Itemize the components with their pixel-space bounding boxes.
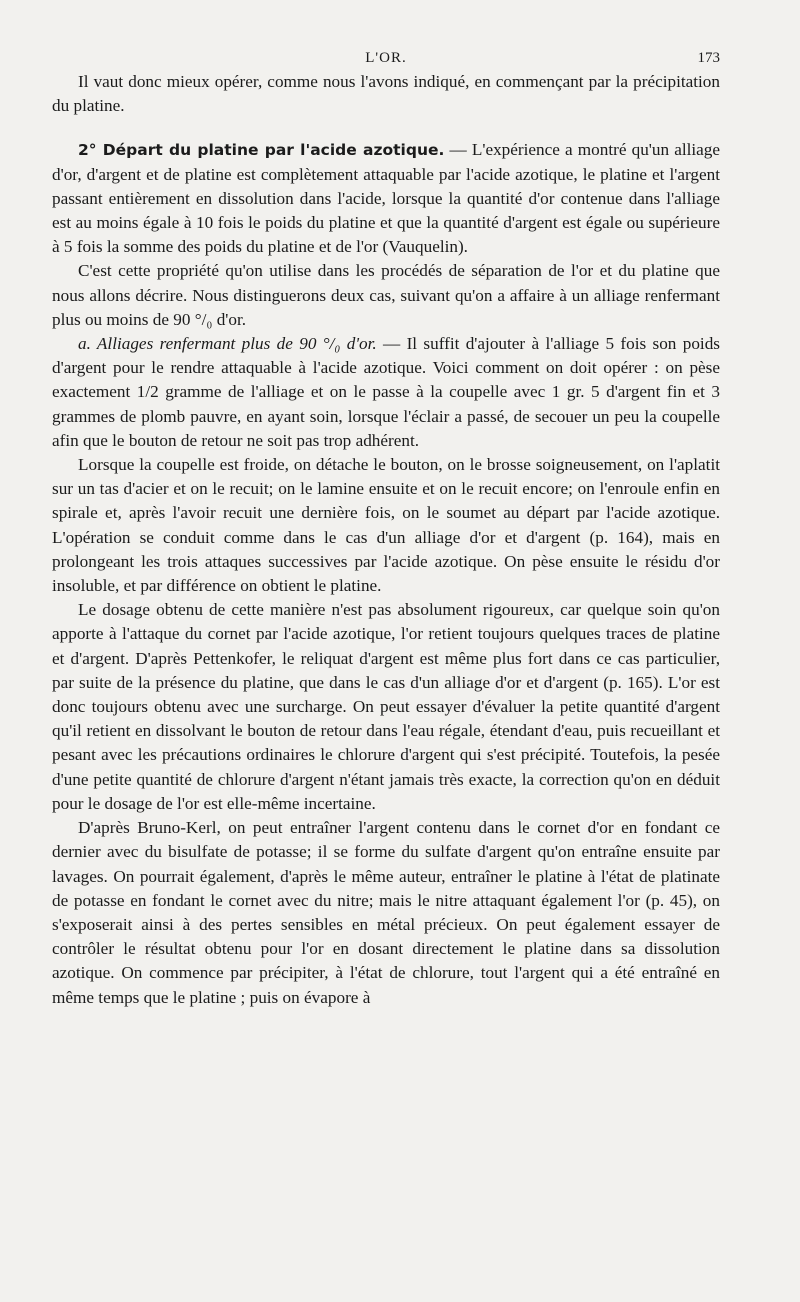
subsection-heading-alloys-over-90: a. Alliages renfermant plus de 90 °/₀ d'or. (78, 334, 377, 354)
paragraph-1: Il vaut donc mieux opérer, comme nous l'avons indiqué, en commençant par la précipitation du platine. (52, 72, 720, 116)
paragraph-4 (52, 332, 720, 453)
paragraph-2 (52, 138, 720, 259)
page-body (52, 70, 720, 1010)
paragraph-3: C'est cette propriété qu'on utilise dans les procédés de séparation de l'or et du platine que nous allons décrire. Nous distinguerons deux cas, suivant qu'on a affaire à un alliage renfermant plus ou moins de 90 °/₀ d'or. (52, 261, 720, 329)
paragraph-5: Lorsque la coupelle est froide, on détache le bouton, on le brosse soigneusement, on l'aplatit sur un tas d'acier et on le recuit; on le lamine ensuite et on le recuit encore; on l'enroule enfin en spirale et, après l'avoir recuit une dernière fois, on le soumet au départ par l'acide azotique. L'opération se conduit comme dans le cas d'un alliage d'or et d'argent (p. 164), mais en prolongeant les trois attaques successives par l'acide azotique. On pèse ensuite le résidu d'or insoluble, et par différence on obtient le platine. (52, 455, 720, 596)
page-number: 173 (697, 50, 720, 66)
paragraph-7: D'après Bruno-Kerl, on peut entraîner l'argent contenu dans le cornet d'or en fondant ce dernier avec du bisulfate de potasse; il se forme du sulfate d'argent qu'on entraîne ensuite par lavages. On pourrait également, d'après le même auteur, entraîner le platine à l'état de platinate de potasse en fondant le cornet avec du nitre; mais le nitre attaquant également l'or (p. 45), on s'exposerait ainsi à des pertes sensibles en métal précieux. On peut également essayer de contrôler le résultat obtenu pour l'or en dosant directement le platine dans sa dissolution azotique. On commence par précipiter, à l'état de chlorure, tout l'argent qui a été entraîné en même temps que le platine ; puis on évapore à (52, 818, 720, 1007)
page-header (52, 50, 720, 72)
paragraph-4-text: — Il suffit d'ajouter à l'alliage 5 fois son poids d'argent pour le rendre attaquable à l'acide azotique. Voici comment on doit opérer : on pèse exactement 1/2 gramme de l'alliage et on le passe à la coupelle avec 1 gr. 5 d'argent fin et 3 grammes de plomb pauvre, en ayant soin, lorsque l'éclair a passé, de secouer un peu la coupelle afin que le bouton de retour ne soit pas trop adhérent. (52, 334, 720, 450)
paragraph-6: Le dosage obtenu de cette manière n'est pas absolument rigoureux, car quelque soin qu'on apporte à l'attaque du cornet par l'acide azotique, l'or retient toujours quelques traces de platine et d'argent. D'après Pettenkofer, le reliquat d'argent est même plus fort dans ce cas particulier, par suite de la présence du platine, que dans le cas d'un alliage d'or et d'argent (p. 165). L'or est donc toujours obtenu avec une surcharge. On peut essayer d'évaluer la petite quantité d'argent qu'il retient en dissolvant le bouton de retour dans l'eau régale, étendant d'eau, puis recueillant et pesant avec les précautions ordinaires le chlorure d'argent qui s'est précipité. Toutefois, la pesée d'une petite quantité de chlorure d'argent n'étant jamais très exacte, la correction qu'on en déduit pour le dosage de l'or est elle-même incertaine. (52, 600, 720, 813)
running-head: L'OR. (365, 50, 407, 66)
section-heading-platinum-nitric-acid: 2° Départ du platine par l'acide azotique. (78, 141, 445, 160)
paragraph-2-text: — L'expérience a montré qu'un alliage d'or, d'argent et de platine est complètement attaquable par l'acide azotique, le platine et l'argent passant entièrement en dissolution dans l'acide, lorsque la quantité d'or contenue dans l'alliage est au moins égale à 10 fois le poids du platine et que la quantité d'argent est égale ou supérieure à 5 fois la somme des poids du platine et de l'or (Vauquelin). (52, 140, 721, 257)
